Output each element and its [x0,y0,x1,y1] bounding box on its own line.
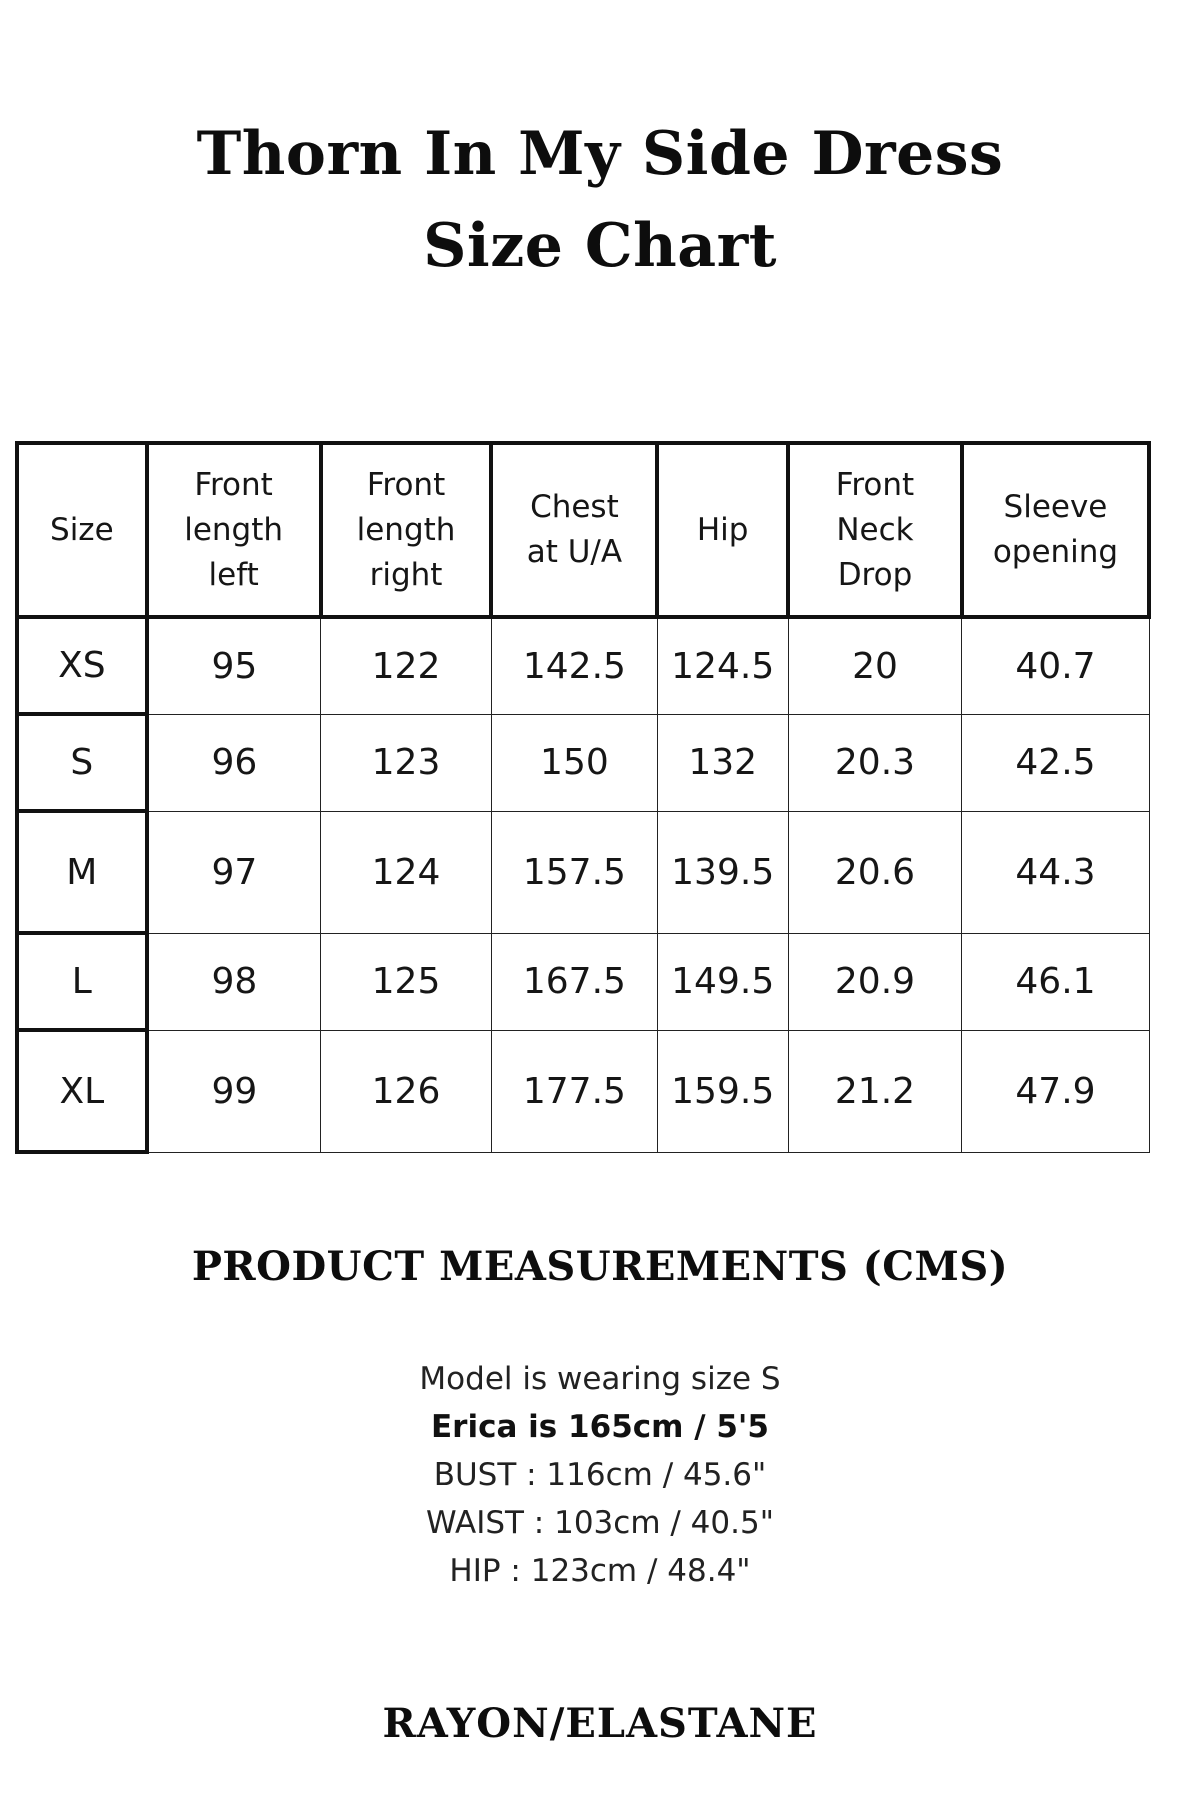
table-cell: 124 [321,811,492,933]
table-row [17,617,1149,714]
table-cell: 40.7 [962,617,1149,714]
product-measurements-heading: PRODUCT MEASUREMENTS (CMS) [191,1243,1009,1290]
table-cell: 150 [491,714,657,811]
table-cell: 149.5 [657,933,788,1030]
model-size-worn: Model is wearing size S [419,1361,781,1397]
model-name-height: Erica is 165cm / 5'5 [431,1409,769,1445]
table-cell: 98 [147,933,321,1030]
table-cell: 96 [147,714,321,811]
table-cell: 122 [321,617,492,714]
table-cell: 125 [321,933,492,1030]
model-bust: BUST : 116cm / 45.6" [433,1457,767,1493]
table-row [17,714,1149,811]
table-cell: 142.5 [491,617,657,714]
table-cell: 46.1 [962,933,1149,1030]
table-cell: 126 [321,1030,492,1152]
table-row [17,1030,1149,1152]
table-row [17,811,1149,933]
table-cell: 20 [788,617,962,714]
table-cell: 42.5 [962,714,1149,811]
header-front-length-left: Front length left [147,443,321,617]
table-cell: 95 [147,617,321,714]
table-cell: 20.6 [788,811,962,933]
header-hip: Hip [657,443,788,617]
table-cell: 124.5 [657,617,788,714]
table-header-row [17,443,1149,617]
size-cell: XS [17,617,147,714]
header-front-neck-drop: Front Neck Drop [788,443,962,617]
table-cell: 47.9 [962,1030,1149,1152]
size-cell: XL [17,1030,147,1152]
model-hip: HIP : 123cm / 48.4" [449,1553,751,1589]
title-line-product: Thorn In My Side Dress [196,119,1004,189]
size-cell: M [17,811,147,933]
table-cell: 139.5 [657,811,788,933]
size-chart-table [15,441,1151,1154]
title-line-size-chart: Size Chart [423,211,777,281]
header-size: Size [17,443,147,617]
size-cell: S [17,714,147,811]
table-cell: 21.2 [788,1030,962,1152]
table-cell: 123 [321,714,492,811]
table-cell: 20.9 [788,933,962,1030]
table-cell: 177.5 [491,1030,657,1152]
model-info [0,1355,1200,1595]
header-front-length-right: Front length right [321,443,492,617]
table-cell: 99 [147,1030,321,1152]
page-title [0,108,1200,292]
header-sleeve-opening: Sleeve opening [962,443,1149,617]
size-cell: L [17,933,147,1030]
table-cell: 132 [657,714,788,811]
table-cell: 44.3 [962,811,1149,933]
table-row [17,933,1149,1030]
table-cell: 20.3 [788,714,962,811]
table-cell: 157.5 [491,811,657,933]
fabric-composition: RAYON/ELASTANE [382,1700,818,1747]
table-cell: 167.5 [491,933,657,1030]
table-cell: 97 [147,811,321,933]
table-cell: 159.5 [657,1030,788,1152]
header-chest-at-ua: Chest at U/A [491,443,657,617]
model-waist: WAIST : 103cm / 40.5" [426,1505,774,1541]
